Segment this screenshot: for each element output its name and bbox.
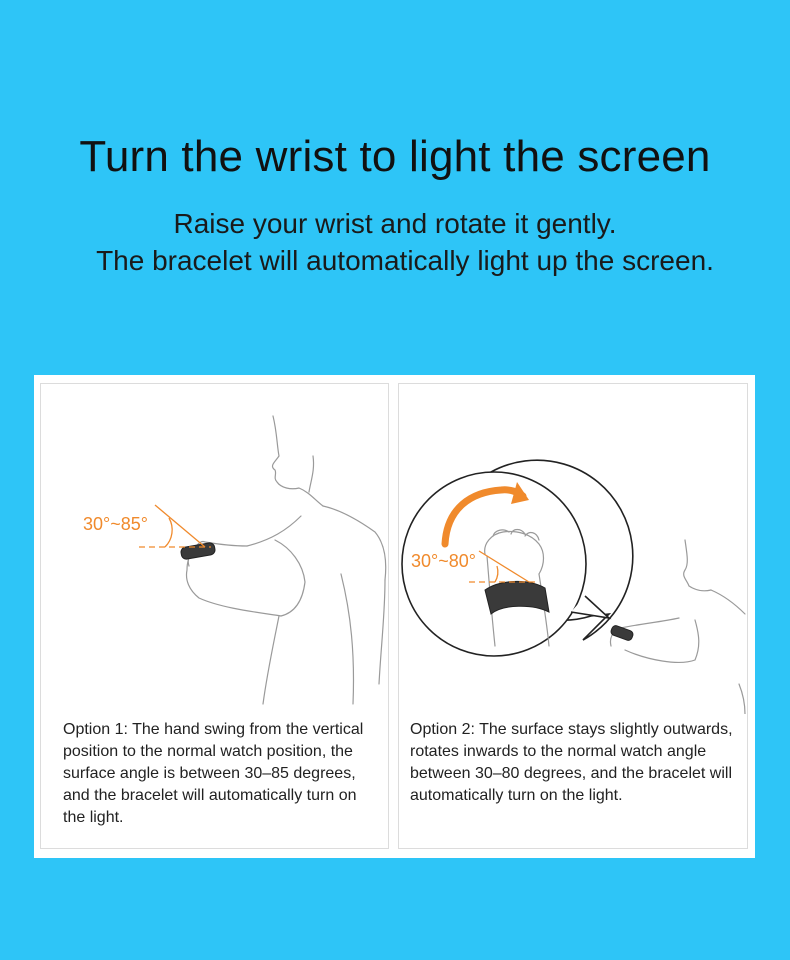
option-2-illustration [399,384,748,714]
illustration-frame [34,375,755,858]
page-title: Turn the wrist to light the screen [79,132,711,181]
option-2-caption: Option 2: The surface stays slightly outwards, rotates inwards to the normal watch angle between 30–80 degrees, and the bracelet will automatically turn on the light. [410,721,733,804]
option-1-caption: Option 1: The hand swing from the vertical position to the normal watch position, the surface angle is between 30–85 degrees, and the bracelet will automatically turn on the light. [63,721,364,826]
subtitle-line-2: The bracelet will automatically light up the screen. [96,245,714,276]
option-1-panel [40,383,389,849]
bracelet-icon [180,542,216,560]
bracelet-icon [610,625,634,642]
option-2-angle-label: 30°~80° [411,551,476,571]
subtitle-line-1: Raise your wrist and rotate it gently. [173,208,617,239]
option-1-illustration [41,384,389,714]
option-2-panel [398,383,748,849]
option-1-angle-label: 30°~85° [83,514,148,534]
